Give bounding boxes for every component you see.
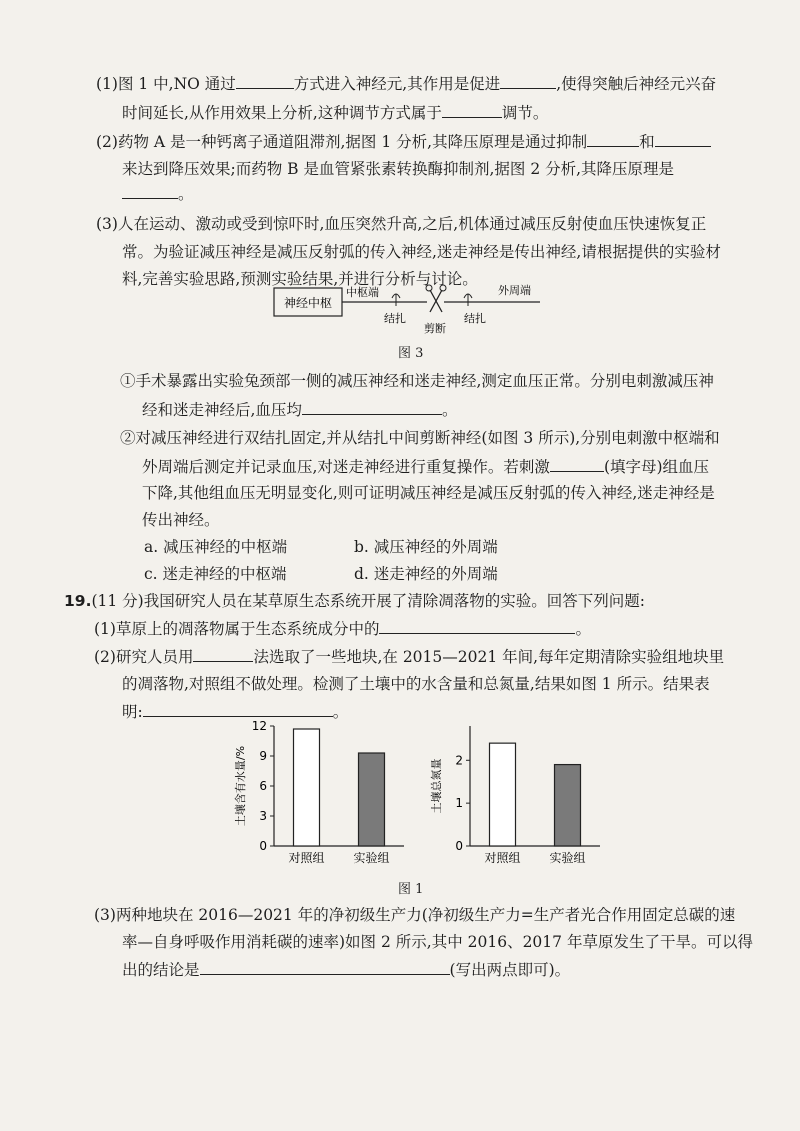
text: 传出神经。 [142,511,220,529]
answer-blank[interactable] [655,130,711,147]
text: (1)图 1 中,NO 通过 [96,75,236,93]
q18-part2-line2 [122,158,674,180]
chart-soil-water [228,716,418,876]
text: (2)药物 A 是一种钙离子通道阻滞剂,据图 1 分析,其降压原理是通过抑制 [96,133,588,151]
q19-header [64,590,645,612]
tie-left-label: 结扎 [384,312,406,325]
text: 常。为验证减压神经是减压反射弧的传入神经,迷走神经是传出神经,请根据提供的实验材 [122,243,721,261]
answer-blank[interactable] [500,72,556,89]
y-axis-label: 土壤含有水量/% [234,745,247,827]
text: 。 [332,703,349,721]
answer-blank[interactable] [302,398,442,415]
option-b: b. 减压神经的外周端 [354,538,498,556]
nerve-center-label: 神经中枢 [283,296,333,310]
y-tick-label: 1 [455,796,463,811]
q18-step2-line2 [142,455,709,478]
text: 和 [639,133,655,151]
answer-blank[interactable] [550,455,604,472]
bar-实验组 [359,753,385,846]
x-tick-label: 对照组 [288,851,325,865]
question-number: 19. [64,592,92,610]
y-tick-label: 12 [251,719,267,733]
answer-blank[interactable] [143,700,333,717]
text: 外周端后测定并记录血压,对迷走神经进行重复操作。若刺激 [142,458,550,476]
text: (1)草原上的凋落物属于生态系统成分中的 [94,620,380,638]
chart-soil-nitrogen [424,716,614,876]
q18-part3-line2 [122,241,721,263]
bar-对照组 [294,729,320,846]
x-tick-label: 实验组 [549,851,586,865]
text: 方式进入神经元,其作用是促进 [293,75,501,93]
ligature-left-icon [392,294,400,306]
cut-label: 剪断 [424,322,446,335]
answer-blank[interactable] [587,130,639,147]
q18-step2-line4 [142,509,220,531]
text: ,使得突触后神经元兴奋 [556,75,717,93]
option-a: a. 减压神经的中枢端 [144,538,288,556]
x-tick-label: 实验组 [353,851,390,865]
answer-blank[interactable] [236,72,294,89]
q18-part1-line1 [96,72,716,95]
q19-part3-line3 [122,958,570,981]
q19-part3-line2 [122,931,753,953]
text: 来达到降压效果;而药物 B 是血管紧张素转换酶抑制剂,据图 2 分析,其降压原理是 [122,160,675,178]
text: 料,完善实验思路,预测实验结果,并进行分析与讨论。 [122,270,478,288]
q18-step2-line1 [120,427,720,449]
bar-实验组 [555,765,581,846]
text: ②对减压神经进行双结扎固定,并从结扎中间剪断神经(如图 3 所示),分别电刺激中枢端和 [120,429,720,447]
x-tick-label: 对照组 [484,851,521,865]
q19-part2-line2 [122,673,710,695]
y-tick-label: 2 [455,753,463,768]
y-tick-label: 0 [259,839,267,853]
ligature-right-icon [464,294,472,306]
text: 调节。 [501,104,549,122]
central-end-label: 中枢端 [346,286,379,299]
text: 经和迷走神经后,血压均 [142,401,302,419]
q18-part1-line2 [122,101,548,124]
y-tick-label: 6 [259,779,267,793]
y-tick-label: 0 [455,839,463,853]
option-d: d. 迷走神经的外周端 [354,565,498,583]
text: (3)人在运动、激动或受到惊吓时,血压突然升高,之后,机体通过减压反射使血压快速恢复正 [96,215,707,233]
answer-blank[interactable] [379,617,575,634]
text: (2)研究人员用 [94,648,194,666]
answer-blank[interactable] [200,958,450,975]
text: (填字母)组血压 [603,458,710,476]
y-tick-label: 9 [259,749,267,763]
figure-1-caption: 图 1 [398,882,424,897]
figure-3-caption: 图 3 [398,346,424,361]
q18-part2-line1 [96,130,711,153]
q19-part1 [94,617,591,640]
text: 的凋落物,对照组不做处理。检测了土壤中的水含量和总氮量,结果如图 1 所示。结果表 [122,675,710,693]
q18-step1-line1 [120,370,714,392]
figure-3-nerve-diagram [272,284,552,346]
y-tick-label: 3 [259,809,267,823]
answer-blank[interactable] [122,182,178,199]
answer-blank[interactable] [442,101,502,118]
text: ①手术暴露出实验兔颈部一侧的减压神经和迷走神经,测定血压正常。分别电刺激减压神 [120,372,714,390]
text: (3)两种地块在 2016—2021 年的净初级生产力(净初级生产力=生产者光合作用固定总碳的速 [94,906,736,924]
option-c: c. 迷走神经的中枢端 [144,565,287,583]
scissors-icon [426,285,446,312]
q18-part2-line3 [122,182,194,205]
q19-part3-line1 [94,904,735,926]
text: (11 分)我国研究人员在某草原生态系统开展了清除凋落物的实验。回答下列问题: [91,592,645,610]
q18-part3-line1 [96,213,706,235]
bar-对照组 [490,743,516,846]
q19-part2-line1 [94,645,724,668]
text: 。 [178,185,194,203]
y-axis-label: 土壤总氮量 [430,758,443,814]
tie-right-label: 结扎 [464,312,486,325]
text: 时间延长,从作用效果上分析,这种调节方式属于 [122,104,442,122]
text: 法选取了一些地块,在 2015—2021 年间,每年定期清除实验组地块里 [253,648,725,666]
text: 明: [122,703,143,721]
text: 下降,其他组血压无明显变化,则可证明减压神经是减压反射弧的传入神经,迷走神经是 [142,484,715,502]
peripheral-end-label: 外周端 [498,284,531,297]
text: (写出两点即可)。 [449,961,571,979]
q18-step1-line2 [142,398,457,421]
text: 出的结论是 [122,961,200,979]
answer-blank[interactable] [193,645,253,662]
text: 率—自身呼吸作用消耗碳的速率)如图 2 所示,其中 2016、2017 年草原发生了干旱。可以得 [122,933,753,951]
q18-step2-line3 [142,482,715,504]
text: 。 [441,401,458,419]
text: 。 [575,620,591,638]
